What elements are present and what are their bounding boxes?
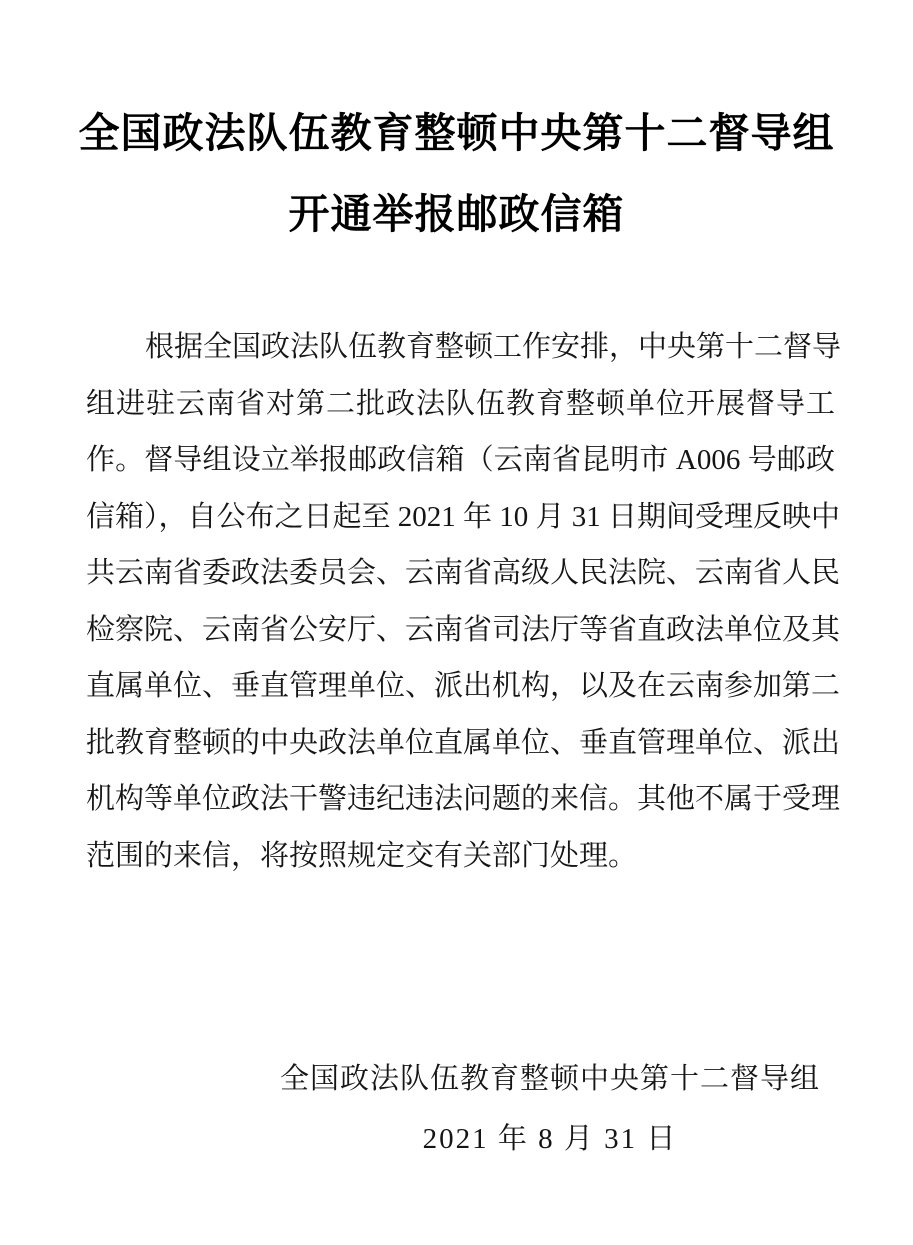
body-line: 共云南省委政法委员会、云南省高级人民法院、云南省人民	[86, 557, 841, 589]
document-title	[0, 0, 913, 237]
body-line: 根据全国政法队伍教育整顿工作安排，中央第十二督导	[145, 331, 842, 363]
signature-date: 2021 年 8 月 31 日	[422, 1123, 678, 1155]
body-line: 检察院、云南省公安厅、云南省司法厅等省直政法单位及其	[86, 613, 841, 646]
document-title-line-2: 开通举报邮政信箱	[288, 191, 625, 237]
body-line: 范围的来信，将按照规定交有关部门处理。	[86, 839, 638, 872]
body-line: 信箱），自公布之日起至 2021 年 10 月 31 日期间受理反映中	[86, 500, 841, 533]
signature-organization: 全国政法队伍教育整顿中央第十二督导组	[279, 1063, 820, 1095]
signature-block	[280, 1062, 820, 1156]
body-line: 批教育整顿的中央政法单位直属单位、垂直管理单位、派出	[86, 726, 841, 759]
body-line: 直属单位、垂直管理单位、派出机构，以及在云南参加第二	[86, 670, 841, 702]
body-paragraph	[86, 319, 842, 884]
body-line: 组进驻云南省对第二批政法队伍教育整顿单位开展督导工	[86, 387, 835, 420]
body-line: 机构等单位政法干警违纪违法问题的来信。其他不属于受理	[86, 783, 841, 815]
document-title-line-1: 全国政法队伍教育整顿中央第十二督导组	[78, 110, 835, 156]
body-line: 作。督导组设立举报邮政信箱（云南省昆明市 A006 号邮政	[86, 444, 835, 476]
